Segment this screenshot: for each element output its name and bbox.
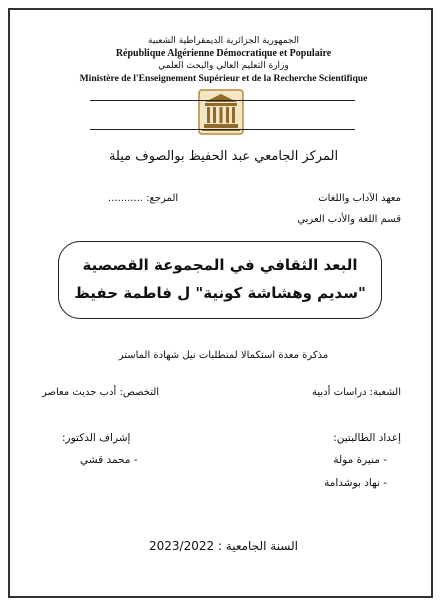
student-name-2: - نهاد بوشدامة bbox=[324, 477, 387, 489]
supervisor-label: إشراف الدكتور: bbox=[62, 432, 131, 444]
thesis-note: مذكرة معدة استكمالا لمتطلبات نيل شهادة الماستر bbox=[118, 350, 329, 361]
header-rule-top bbox=[90, 100, 355, 101]
supervisor-name: - محمد قشي bbox=[80, 454, 138, 466]
thesis-title-line2: "سديم وهشاشة كونية" ل فاطمة حفيظ bbox=[74, 284, 366, 302]
republic-french: République Algérienne Démocratique et Populaire bbox=[115, 48, 332, 59]
academic-year: السنة الجامعية : 2023/2022 bbox=[148, 539, 299, 553]
ministry-french: Ministère de l'Enseignement Supérieur et de la Recherche Scientifique bbox=[79, 73, 368, 84]
republic-arabic: الجمهورية الجزائرية الديمقراطية الشعبية bbox=[148, 36, 299, 46]
institute-name: معهد الآداب واللغات bbox=[318, 193, 401, 204]
reference-field: المرجع: ........... bbox=[108, 193, 179, 204]
specialty-field: التخصص: أدب حديث معاصر bbox=[42, 387, 160, 398]
header-rule-bottom bbox=[90, 129, 355, 130]
students-label: إعداد الطالبتين: bbox=[333, 432, 401, 444]
thesis-title-line1: البعد الثقافي في المجموعة القصصية bbox=[82, 256, 358, 274]
branch-field: الشعبة: دراسات أدبية bbox=[312, 387, 401, 398]
student-name-1: - منيرة مولة bbox=[333, 454, 387, 466]
department-name: قسم اللغة والأدب العربي bbox=[297, 214, 401, 225]
thesis-title-box bbox=[58, 241, 382, 319]
institution-name: المركز الجامعي عبد الحفيظ بوالصوف ميلة bbox=[108, 149, 339, 164]
ministry-arabic: وزارة التعليم العالي والبحث العلمي bbox=[158, 61, 289, 71]
